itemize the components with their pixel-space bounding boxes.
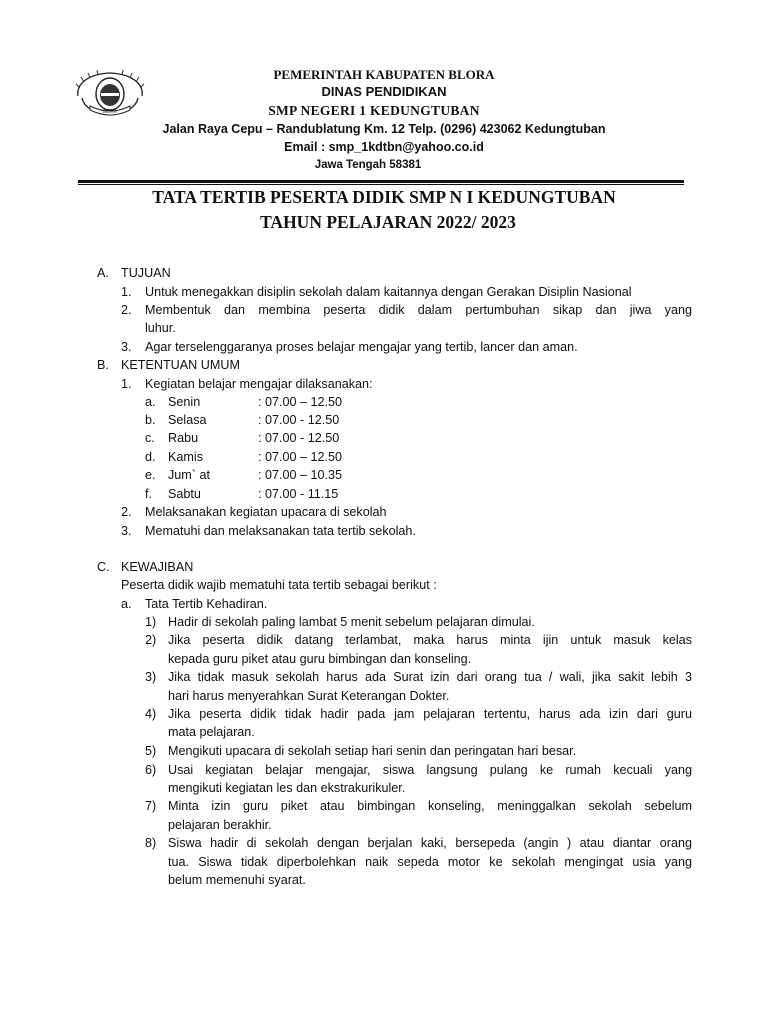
letterhead-department: DINAS PENDIDIKAN	[321, 84, 447, 99]
rule-8-text-line1: Siswa hadir di sekolah dengan berjalan kaki, bersepeda (angin ) atau diantar orang	[168, 836, 692, 850]
schedule-day: Sabtu	[168, 487, 201, 501]
schedule-day: Senin	[168, 395, 201, 409]
rule-8-text-line2: tua. Siswa tidak diperbolehkan naik sepeda motor ke sekolah mengingat usia yang	[168, 855, 692, 869]
rule-7-number: 7)	[145, 799, 157, 813]
rule-3-number: 3)	[145, 670, 157, 684]
section-c-intro: Peserta didik wajib mematuhi tata tertib sebagai berikut :	[121, 578, 437, 592]
section-b-marker: B.	[97, 358, 109, 372]
schedule-mark: c.	[145, 431, 155, 445]
rule-2-text-line1: Jika peserta didik datang terlambat, maka harus minta ijin untuk masuk kelas	[168, 633, 692, 647]
schedule-mark: e.	[145, 468, 156, 482]
schedule-time: : 07.00 - 11.15	[258, 487, 339, 501]
rule-5-number: 5)	[145, 744, 157, 758]
section-c-marker: C.	[97, 560, 110, 574]
schedule-day: Rabu	[168, 431, 199, 445]
rule-6-text-line1: Usai kegiatan belajar mengajar, siswa langsung pulang ke rumah kecuali yang	[168, 763, 692, 777]
ketentuan-1-text: Kegiatan belajar mengajar dilaksanakan:	[145, 377, 373, 391]
rule-4-text-line2: mata pelajaran.	[168, 725, 255, 739]
schedule-day: Selasa	[168, 413, 207, 427]
schedule-mark: f.	[145, 487, 152, 501]
schedule-time: : 07.00 - 12.50	[258, 413, 340, 427]
schedule-time: : 07.00 – 10.35	[258, 468, 343, 482]
tujuan-3-text: Agar terselenggaranya proses belajar mengajar yang tertib, lancer dan aman.	[145, 340, 578, 354]
section-b-heading: KETENTUAN UMUM	[121, 358, 240, 372]
rule-5-text: Mengikuti upacara di sekolah setiap hari senin dan peringatan hari besar.	[168, 744, 577, 758]
document-title: TATA TERTIB PESERTA DIDIK SMP N I KEDUNGTUBAN	[152, 187, 616, 207]
schedule-time: : 07.00 - 12.50	[258, 431, 340, 445]
rule-1-number: 1)	[145, 615, 157, 629]
rule-8-text-line3: belum memenuhi syarat.	[168, 873, 306, 887]
ketentuan-2-number: 2.	[121, 505, 132, 519]
section-a-heading: TUJUAN	[121, 266, 171, 280]
letterhead-divider-thin	[78, 184, 684, 185]
section-a-marker: A.	[97, 266, 109, 280]
letterhead-divider-thick	[78, 180, 684, 183]
tujuan-2-text-line2: luhur.	[145, 321, 176, 335]
ketentuan-3-text: Mematuhi dan melaksanakan tata tertib sekolah.	[145, 524, 416, 538]
kewajiban-a-heading: Tata Tertib Kehadiran.	[145, 597, 268, 611]
rule-7-text-line2: pelajaran berakhir.	[168, 818, 272, 832]
rule-4-number: 4)	[145, 707, 157, 721]
ketentuan-3-number: 3.	[121, 524, 132, 538]
rule-8-number: 8)	[145, 836, 157, 850]
tujuan-2-number: 2.	[121, 303, 132, 317]
ketentuan-1-number: 1.	[121, 377, 132, 391]
schedule-mark: b.	[145, 413, 156, 427]
tujuan-2-text-line1: Membentuk dan membina peserta didik dalam pertumbuhan sikap dan jiwa yang	[145, 303, 692, 317]
rule-2-text-line2: kepada guru piket atau guru bimbingan dan konseling.	[168, 652, 472, 666]
rule-6-number: 6)	[145, 763, 157, 777]
schedule-time: : 07.00 – 12.50	[258, 450, 343, 464]
section-c-heading: KEWAJIBAN	[121, 560, 194, 574]
document-subtitle: TAHUN PELAJARAN 2022/ 2023	[260, 212, 516, 232]
rule-3-text-line1: Jika tidak masuk sekolah harus ada Surat izin dari orang tua / wali, jika sakit lebih 3	[168, 670, 692, 684]
letterhead-email: Email : smp_1kdtbn@yahoo.co.id	[284, 140, 484, 154]
rule-3-text-line2: hari harus menyerahkan Surat Keterangan Dokter.	[168, 689, 450, 703]
schedule-time: : 07.00 – 12.50	[258, 395, 343, 409]
schedule-day: Kamis	[168, 450, 203, 464]
rule-7-text-line1: Minta izin guru piket atau bimbingan konseling, meninggalkan sekolah sebelum	[168, 799, 692, 813]
rule-6-text-line2: mengikuti kegiatan les dan ekstrakurikuler.	[168, 781, 406, 795]
tujuan-1-number: 1.	[121, 285, 132, 299]
schedule-day: Jum` at	[168, 468, 210, 482]
tujuan-1-text: Untuk menegakkan disiplin sekolah dalam kaitannya dengan Gerakan Disiplin Nasional	[145, 285, 632, 299]
ketentuan-2-text: Melaksanakan kegiatan upacara di sekolah	[145, 505, 387, 519]
logo-banner-text: BLORA	[103, 109, 117, 114]
letterhead-government: PEMERINTAH KABUPATEN BLORA	[273, 67, 495, 82]
letterhead-address: Jalan Raya Cepu – Randublatung Km. 12 Telp. (0296) 423062 Kedungtuban	[162, 122, 606, 136]
tujuan-3-number: 3.	[121, 340, 132, 354]
rule-2-number: 2)	[145, 633, 157, 647]
rule-4-text-line1: Jika peserta didik tidak hadir pada jam pelajaran tertentu, harus ada izin dari guru	[168, 707, 692, 721]
rule-1-text: Hadir di sekolah paling lambat 5 menit sebelum pelajaran dimulai.	[168, 615, 535, 629]
letterhead-province: Jawa Tengah 58381	[314, 159, 422, 171]
schedule-mark: d.	[145, 450, 156, 464]
kewajiban-a-marker: a.	[121, 597, 132, 611]
letterhead-school: SMP NEGERI 1 KEDUNGTUBAN	[268, 103, 480, 118]
schedule-mark: a.	[145, 395, 156, 409]
